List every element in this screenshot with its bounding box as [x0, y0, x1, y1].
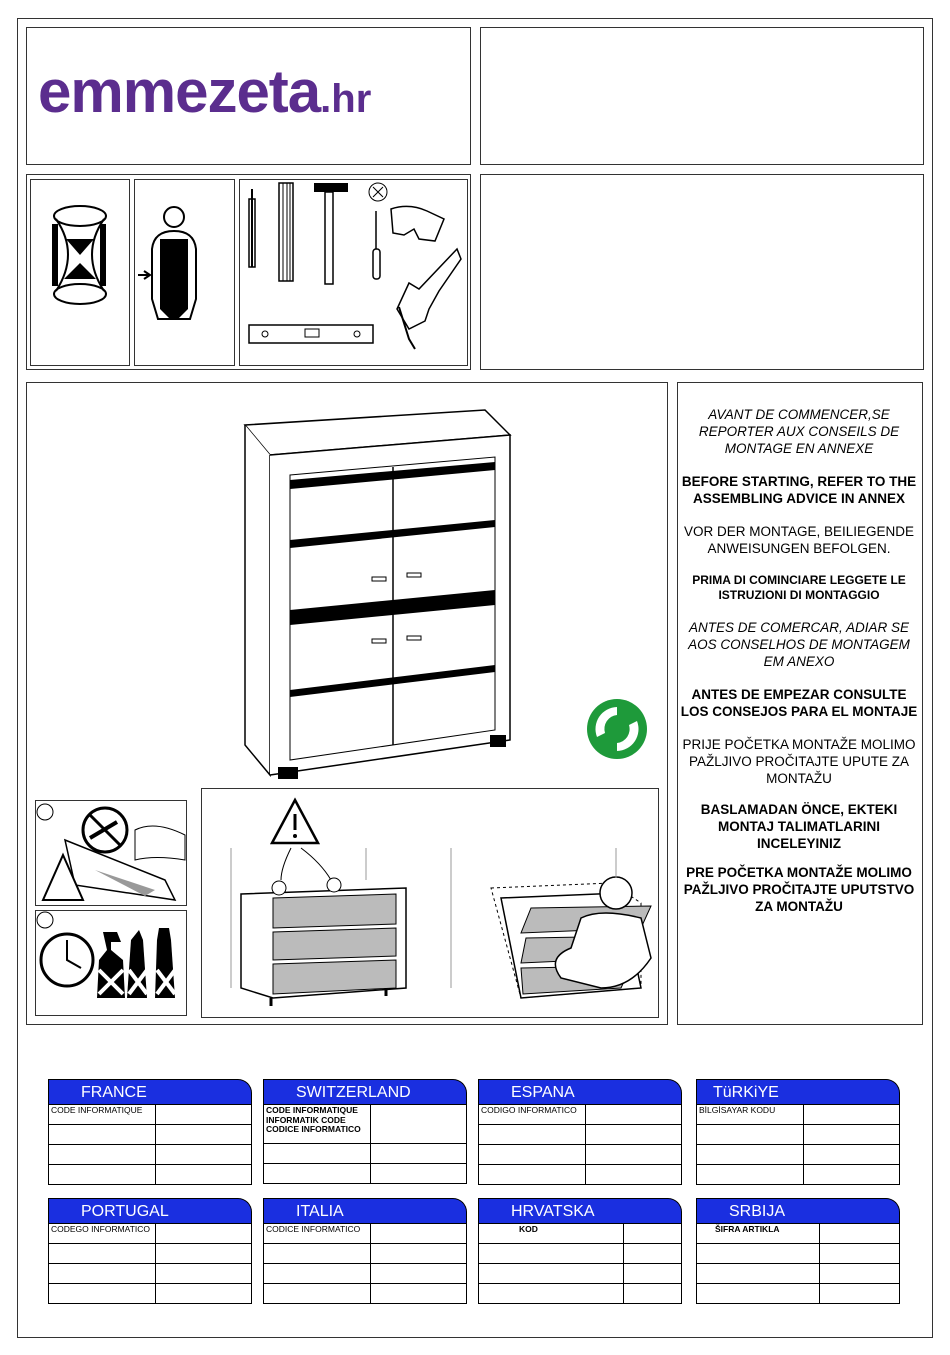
tools-icon — [239, 179, 468, 366]
country-tab: ESPANA — [478, 1079, 682, 1104]
code-value[interactable] — [370, 1105, 467, 1144]
instr-de: VOR DER MONTAGE, BEILIEGENDE ANWEISUNGEN BEFOLGEN. — [683, 524, 915, 556]
code-value[interactable] — [803, 1105, 900, 1125]
instr-hr: PRIJE POČETKA MONTAŽE MOLIMO PAŽLJIVO PROČITAJTE UPUTE ZA MONTAŽU — [682, 737, 916, 786]
instr-en: BEFORE STARTING, REFER TO THE ASSEMBLING ADVICE IN ANNEX — [681, 474, 917, 506]
country-tab: HRVATSKA — [478, 1198, 682, 1223]
no-chemicals-icon — [35, 910, 187, 1016]
worker-icon — [134, 179, 235, 366]
country-tab: FRANCE — [48, 1079, 252, 1104]
country-tab: TüRKiYE — [696, 1079, 900, 1104]
instr-es: ANTES DE EMPEZAR CONSULTE LOS CONSEJOS PARA EL MONTAJE — [680, 687, 918, 719]
code-label: ŠIFRA ARTIKLA — [697, 1224, 820, 1244]
code-label: CODEGO INFORMATICO — [49, 1224, 156, 1244]
code-value[interactable] — [819, 1224, 900, 1244]
code-value[interactable] — [155, 1224, 252, 1244]
country-table-hrvatska — [478, 1198, 682, 1304]
instr-it: PRIMA DI COMINCIARE LEGGETE LE ISTRUZIONI DI MONTAGGIO — [692, 573, 906, 602]
country-table-turkiye — [696, 1079, 900, 1185]
instr-rs: PRE POČETKA MONTAŽE MOLIMO PAŽLJIVO PROČITAJTE UPUTSTVO ZA MONTAŽU — [683, 865, 915, 914]
hourglass-icon — [30, 179, 130, 366]
instr-tr: BASLAMADAN ÖNCE, EKTEKI MONTAJ TALIMATLARINI INCELEYINIZ — [700, 802, 898, 851]
country-table-france — [48, 1079, 252, 1185]
blank-box-top — [480, 27, 924, 165]
country-table-espana — [478, 1079, 682, 1185]
code-label: BİLGİSAYAR KODU — [697, 1105, 804, 1125]
cabinet-illustration — [230, 405, 530, 785]
instr-fr: AVANT DE COMMENCER,SE REPORTER AUX CONSEILS DE MONTAGE EN ANNEXE — [698, 407, 900, 456]
instr-pt: ANTES DE COMERCAR, ADIAR SE AOS CONSELHOS DE MONTAGEM EM ANEXO — [688, 620, 910, 669]
country-tab: PORTUGAL — [48, 1198, 252, 1223]
country-tab: SWITZERLAND — [263, 1079, 467, 1104]
drawer-tip-icon — [201, 788, 659, 1018]
code-label: CODE INFORMATIQUE — [49, 1105, 156, 1125]
code-value[interactable] — [585, 1105, 682, 1125]
green-dot-icon — [585, 697, 649, 761]
blank-box-middle — [480, 174, 924, 370]
code-label: CODE INFORMATIQUE INFORMATIK CODE CODICE INFORMATICO — [264, 1105, 371, 1144]
country-table-portugal — [48, 1198, 252, 1304]
code-value[interactable] — [623, 1224, 682, 1244]
country-table-italia — [263, 1198, 467, 1304]
code-label: KOD — [479, 1224, 624, 1244]
country-tab: SRBIJA — [696, 1198, 900, 1223]
code-value[interactable] — [155, 1105, 252, 1125]
country-tab: ITALIA — [263, 1198, 467, 1223]
code-label: CODICE INFORMATICO — [264, 1224, 371, 1244]
no-cutter-icon — [35, 800, 187, 906]
code-value[interactable] — [370, 1224, 467, 1244]
country-table-srbija — [696, 1198, 900, 1304]
country-table-switzerland — [263, 1079, 467, 1184]
code-label: CODIGO INFORMATICO — [479, 1105, 586, 1125]
brand-logo: emmezeta.hr — [38, 58, 372, 125]
instructions-text — [678, 406, 920, 931]
